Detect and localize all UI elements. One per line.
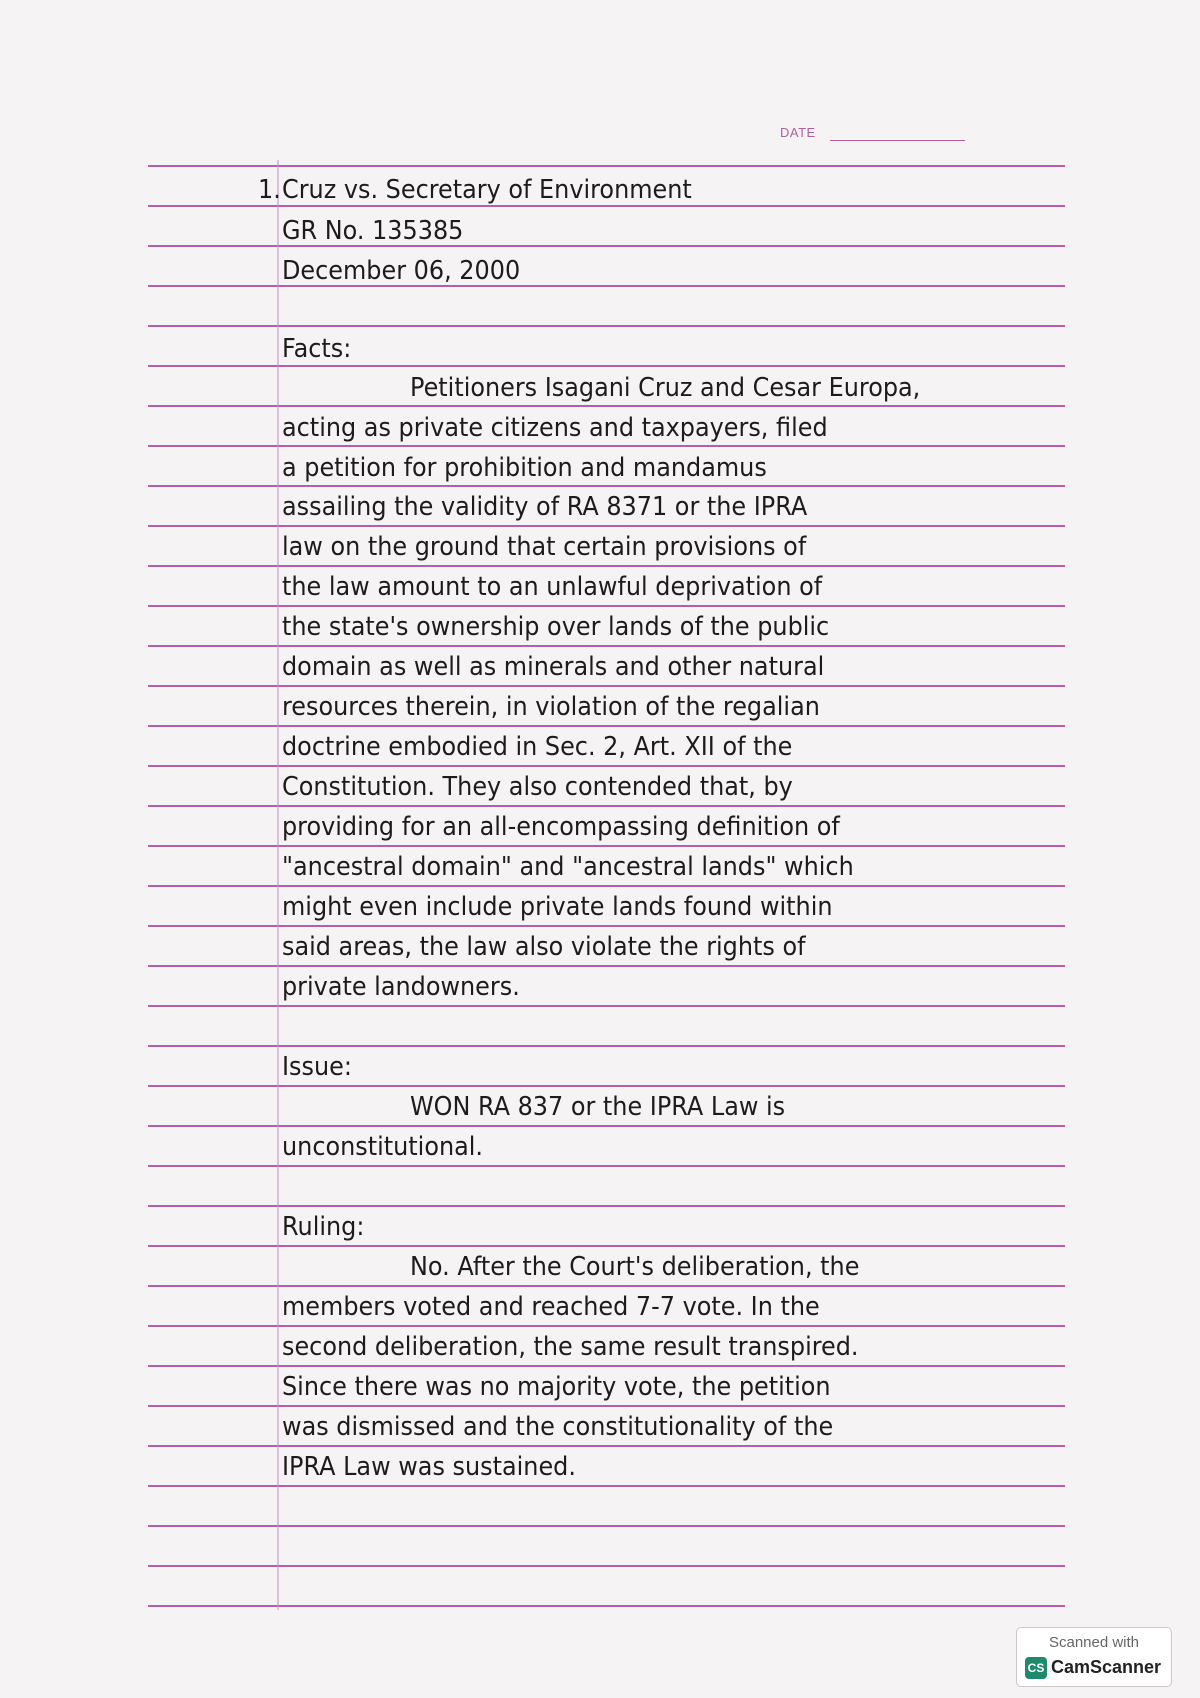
facts-line: Petitioners Isagani Cruz and Cesar Europa, [410, 373, 921, 403]
facts-line: acting as private citizens and taxpayers, filed [282, 413, 828, 443]
case-date: December 06, 2000 [282, 256, 521, 286]
facts-line: Constitution. They also contended that, by [282, 772, 793, 802]
facts-line: the law amount to an unlawful deprivation of [282, 572, 823, 602]
facts-line: providing for an all-encompassing definition of [282, 812, 840, 842]
facts-line: might even include private lands found within [282, 892, 833, 922]
facts-line: "ancestral domain" and "ancestral lands" which [282, 852, 854, 882]
facts-line: the state's ownership over lands of the public [282, 612, 830, 642]
gr-number: GR No. 135385 [282, 216, 464, 246]
camscanner-logo-icon: CS [1025, 1657, 1047, 1679]
ruling-line: Since there was no majority vote, the petition [282, 1372, 831, 1402]
ruling-line: members voted and reached 7-7 vote. In the [282, 1292, 820, 1322]
issue-line: unconstitutional. [282, 1132, 484, 1162]
date-blank-line [830, 140, 965, 141]
issue-heading: Issue: [282, 1052, 352, 1082]
facts-line: resources therein, in violation of the regalian [282, 692, 820, 722]
camscanner-watermark [1016, 1627, 1172, 1687]
ruling-line: was dismissed and the constitutionality of the [282, 1412, 834, 1442]
date-label: DATE [780, 125, 816, 140]
facts-line: a petition for prohibition and mandamus [282, 453, 767, 483]
facts-line: domain as well as minerals and other natural [282, 652, 825, 682]
ruling-line: second deliberation, the same result transpired. [282, 1332, 859, 1362]
item-number: 1. [258, 175, 281, 205]
case-title: Cruz vs. Secretary of Environment [282, 175, 692, 205]
watermark-brand: CamScanner [1051, 1657, 1162, 1677]
facts-heading: Facts: [282, 334, 352, 364]
facts-line: doctrine embodied in Sec. 2, Art. XII of the [282, 732, 793, 762]
issue-line: WON RA 837 or the IPRA Law is [410, 1092, 786, 1122]
facts-line: private landowners. [282, 972, 520, 1002]
facts-line: said areas, the law also violate the rights of [282, 932, 806, 962]
facts-line: assailing the validity of RA 8371 or the IPRA [282, 492, 808, 522]
ruling-line: No. After the Court's deliberation, the [410, 1252, 860, 1282]
ruling-heading: Ruling: [282, 1212, 365, 1242]
facts-line: law on the ground that certain provisions of [282, 532, 807, 562]
date-field [780, 125, 970, 147]
ruling-line: IPRA Law was sustained. [282, 1452, 576, 1482]
watermark-caption: Scanned with [1048, 1634, 1140, 1651]
